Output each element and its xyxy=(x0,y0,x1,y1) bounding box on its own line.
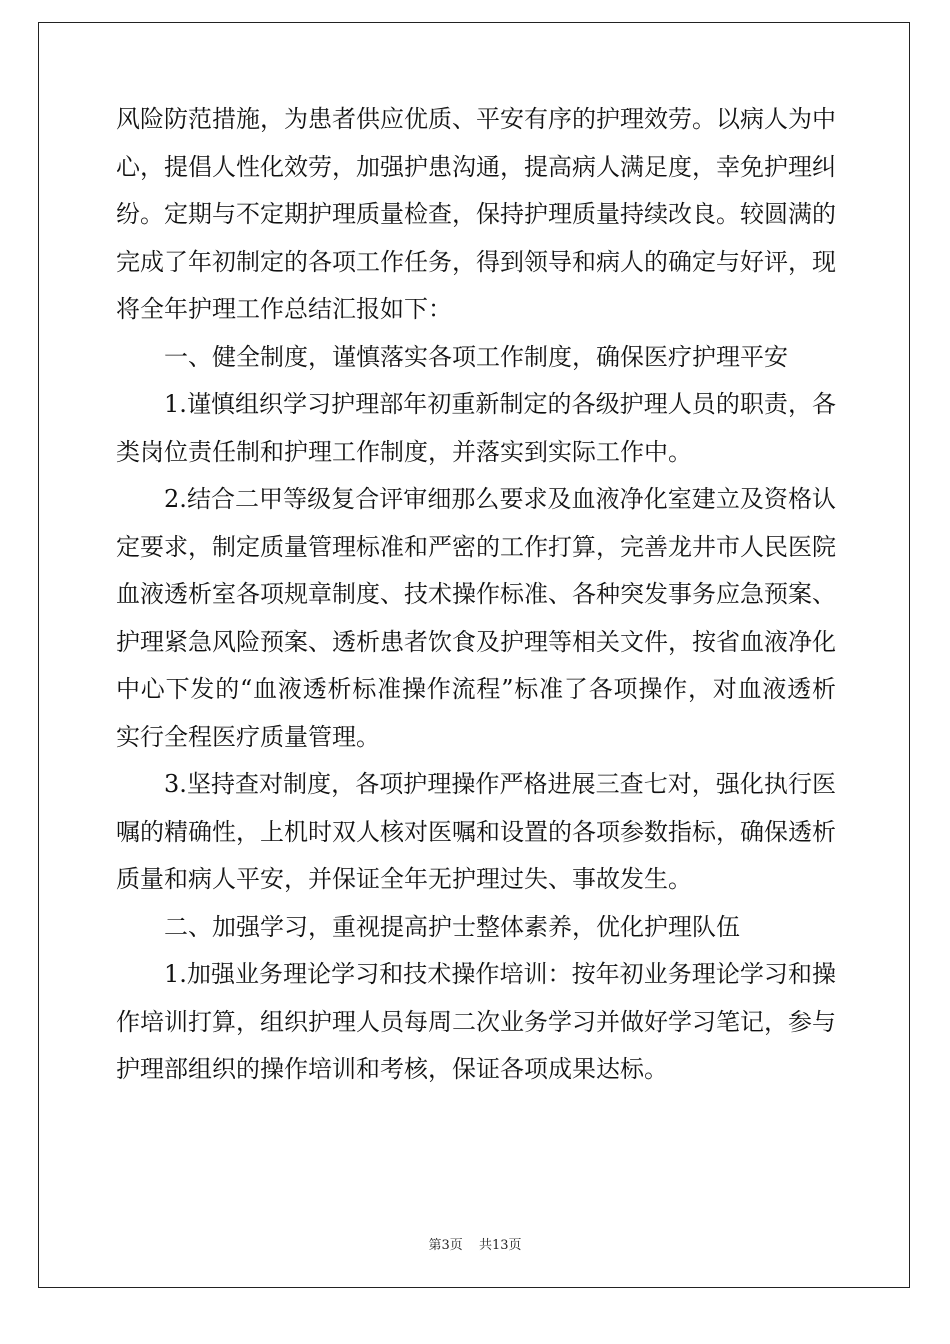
paragraph-1-3: 3.坚持查对制度，各项护理操作严格进展三查七对，强化执行医嘱的精确性，上机时双人核对医嘱和设置的各项参数指标，确保透析质量和病人平安，并保证全年无护理过失、事故发生。 xyxy=(116,770,836,893)
page-footer xyxy=(0,1234,950,1253)
paragraph-intro: 风险防范措施，为患者供应优质、平安有序的护理效劳。以病人为中心，提倡人性化效劳，加强护患沟通，提高病人满足度，幸免护理纠纷。定期与不定期护理质量检查，保持护理质量持续改良。较圆满的完成了年初制定的各项工作任务，得到领导和病人的确定与好评，现将全年护理工作总结汇报如下： xyxy=(116,105,836,323)
section-heading-2: 二、加强学习，重视提高护士整体素养，优化护理队伍 xyxy=(164,912,740,941)
page-number-current: 第3页 xyxy=(428,1238,463,1253)
document-body xyxy=(116,96,836,1094)
page-number-total: 共13页 xyxy=(478,1238,522,1253)
paragraph-1-1: 1.谨慎组织学习护理部年初重新制定的各级护理人员的职责，各类岗位责任制和护理工作制度，并落实到实际工作中。 xyxy=(116,390,836,466)
paragraph-2-1: 1.加强业务理论学习和技术操作培训：按年初业务理论学习和操作培训打算，组织护理人员每周二次业务学习并做好学习笔记，参与护理部组织的操作培训和考核，保证各项成果达标。 xyxy=(116,960,836,1083)
section-heading-1: 一、健全制度，谨慎落实各项工作制度，确保医疗护理平安 xyxy=(164,342,788,371)
paragraph-1-2: 2.结合二甲等级复合评审细那么要求及血液净化室建立及资格认定要求，制定质量管理标准和严密的工作打算，完善龙井市人民医院血液透析室各项规章制度、技术操作标准、各种突发事务应急预案、护理紧急风险预案、透析患者饮食及护理等相关文件，按省血液净化中心下发的“血液透析标准操作流程”标准了各项操作，对血液透析实行全程医疗质量管理。 xyxy=(116,485,836,751)
